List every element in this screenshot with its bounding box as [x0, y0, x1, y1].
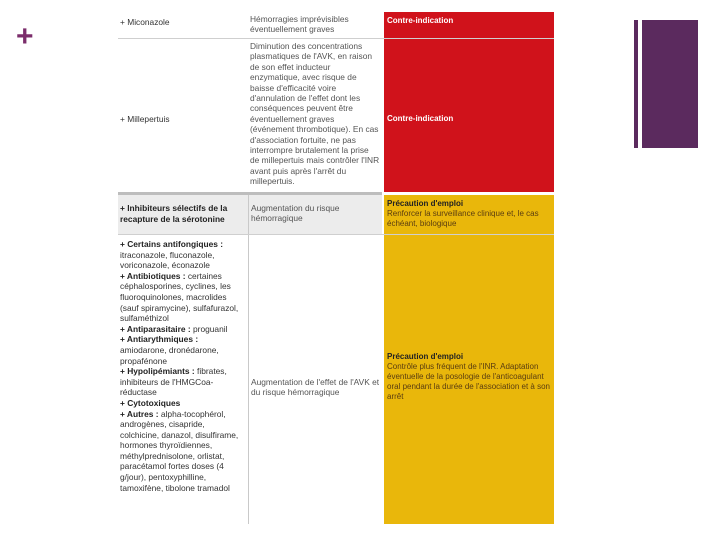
risk-cell: [248, 12, 382, 38]
risk-text: Augmentation du risque hémorragique: [251, 203, 340, 224]
drug-cell: [118, 39, 246, 192]
interaction-table: [118, 12, 554, 524]
recommendation-cell-precaution: [384, 195, 554, 234]
risk-cell: [248, 235, 382, 524]
list-item: + Hypolipémiants : fibrates, inhibiteurs de l'HMGCoa-réductase: [120, 366, 227, 398]
list-item: amiodarone, dronédarone, propafénone: [120, 344, 219, 366]
drug-name: + Inhibiteurs sélectifs de la recapture de la sérotonine: [120, 203, 228, 224]
decorative-bar: [634, 20, 638, 148]
risk-cell: [248, 39, 382, 192]
recommendation-cell-contraindication: [384, 39, 554, 192]
recommendation-text: Renforcer la surveillance clinique et, le cas échéant, biologique: [387, 209, 539, 228]
list-item: itraconazole, fluconazole, voriconazole, éconazole: [120, 249, 215, 271]
recommendation-text: Contrôle plus fréquent de l'INR. Adaptation éventuelle de la posologie de l'anticoagulant oral pendant la durée de l'association et à son arrêt: [387, 362, 550, 401]
risk-text: Diminution des concentrations plasmatiques de l'AVK, en raison de son effet inducteur enzymatique, avec risque de baisse d'efficacité voire d'annulation de l'effet dont les conséquences peuvent être éventuellement graves (événement thrombotique). En cas d'association fortuite, ne pas interrompre brutalement la prise de millepertuis mais contrôler l'INR avant puis après l'arrêt du millepertuis.: [250, 41, 380, 187]
drug-name: + Miconazole: [120, 17, 170, 27]
drug-cell: [118, 195, 246, 234]
recommendation-cell-precaution: [384, 235, 554, 524]
risk-cell: [248, 195, 382, 234]
drug-name: + Millepertuis: [120, 114, 170, 124]
plus-decoration-icon: +: [16, 20, 34, 53]
recommendation-text: Contre-indication: [387, 16, 454, 25]
risk-text: Augmentation de l'effet de l'AVK et du risque hémorragique: [251, 377, 380, 398]
drug-list: [120, 239, 244, 493]
list-item: + Certains antifongiques :: [120, 239, 224, 249]
recommendation-title: Précaution d'emploi: [387, 199, 464, 208]
risk-text: Hémorragies imprévisibles éventuellement graves: [250, 14, 349, 35]
list-item: + Autres : alpha-tocophérol, androgènes, cisapride, colchicine, danazol, disulfirame, hormones thyroïdiennes, méthylprednisolone, orlistat, paracétamol fortes doses (4 g/jour), pentoxyphilline, tamoxifène, tibolone tramadol: [120, 408, 239, 493]
list-item: + Antiarythmiques :: [120, 334, 199, 345]
recommendation-title: Précaution d'emploi: [387, 352, 464, 361]
recommendation-text: Contre-indication: [387, 114, 454, 123]
list-item: + Antibiotiques : certaines céphalosporines, cyclines, les fluoroquinolones, macrolides (sauf spiramycine), sulfafurazol, sulfaméthizol: [120, 270, 239, 324]
drug-cell: [118, 12, 246, 38]
table-row-miconazole: [118, 12, 554, 38]
list-item: + Antiparasitaire : proguanil: [120, 323, 228, 334]
table-row-others: [118, 235, 554, 524]
table-row-millepertuis: [118, 39, 554, 192]
decorative-block: [642, 20, 698, 148]
drug-cell: [118, 235, 246, 524]
table-row-isrs: [118, 195, 554, 234]
list-item: + Cytotoxiques: [120, 397, 181, 408]
recommendation-cell-contraindication: [384, 12, 554, 38]
